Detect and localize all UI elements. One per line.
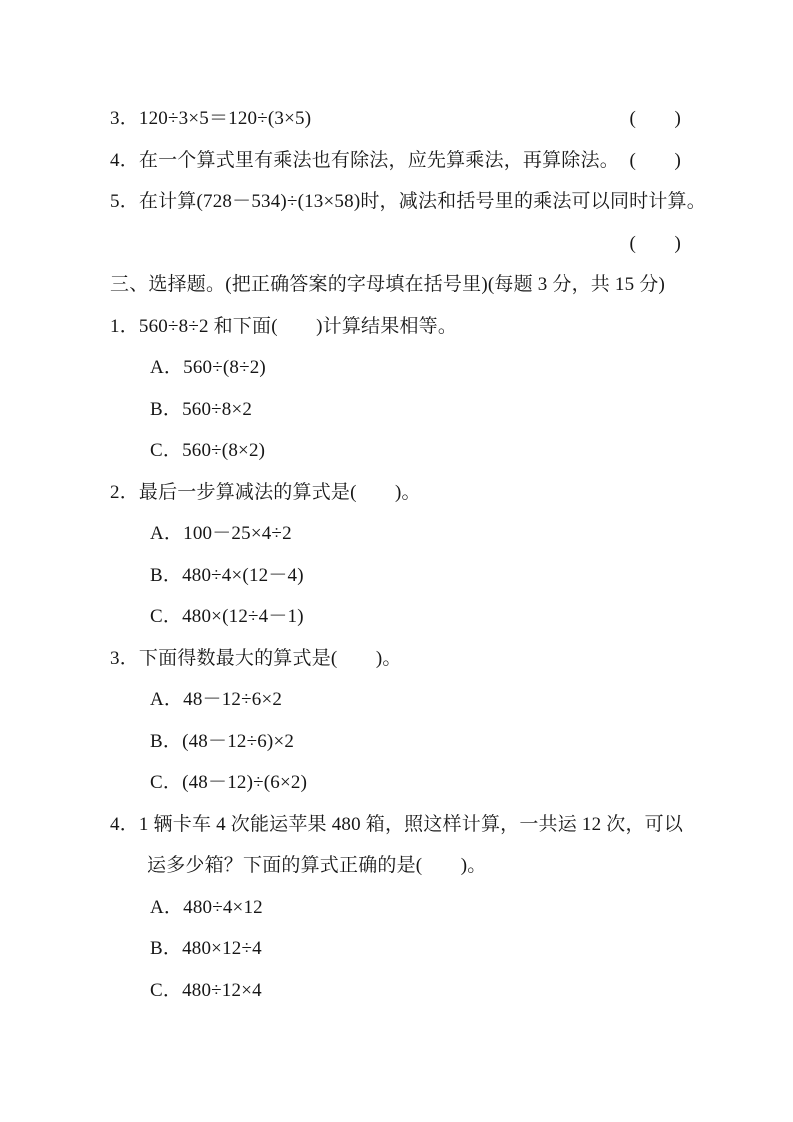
question-4-stem-line-2	[110, 843, 681, 885]
true-false-item-4-answer-blank: ( )	[629, 149, 681, 171]
section-heading-row	[110, 262, 681, 304]
question-1-option-a	[110, 345, 681, 387]
question-4-stem-line-1	[110, 802, 684, 844]
question-3-option-a-text: A．48－12÷6×2	[150, 689, 283, 711]
question-1-option-b	[110, 387, 681, 429]
true-false-item-3-text: 3．120÷3×5＝120÷(3×5)	[110, 108, 312, 130]
question-2-stem-text: 2．最后一步算减法的算式是( )。	[110, 481, 421, 503]
question-2-option-a	[110, 511, 681, 553]
question-3-option-c-text: C．(48－12)÷(6×2)	[150, 772, 308, 794]
question-4-stem-line-2-text: 运多少箱？下面的算式正确的是( )。	[147, 855, 487, 877]
question-2-option-c-text: C．480×(12÷4－1)	[150, 606, 304, 628]
question-2-stem	[110, 470, 681, 512]
question-2-option-c	[110, 594, 681, 636]
question-4-option-b-text: B．480×12÷4	[150, 938, 262, 960]
question-3-stem-text: 3．下面得数最大的算式是( )。	[110, 647, 402, 669]
question-1-option-a-text: A．560÷(8÷2)	[150, 357, 266, 379]
question-3-option-b	[110, 719, 681, 761]
true-false-item-5	[110, 179, 706, 221]
true-false-item-5-answer-row	[110, 221, 681, 263]
question-1-option-c	[110, 428, 681, 470]
question-2-option-a-text: A．100－25×4÷2	[150, 523, 292, 545]
question-2-option-b-text: B．480÷4×(12－4)	[150, 564, 304, 586]
question-4-option-c	[110, 968, 681, 1010]
question-4-option-a	[110, 885, 681, 927]
question-1-stem-text: 1．560÷8÷2 和下面( )计算结果相等。	[110, 315, 458, 337]
question-2-option-b	[110, 553, 681, 595]
true-false-item-5-text: 5．在计算(728－534)÷(13×58)时，减法和括号里的乘法可以同时计算。	[110, 191, 706, 213]
question-1-option-c-text: C．560÷(8×2)	[150, 440, 266, 462]
question-1-option-b-text: B．560÷8×2	[150, 398, 253, 420]
true-false-item-4-text: 4．在一个算式里有乘法也有除法，应先算乘法，再算除法。	[110, 149, 619, 171]
question-4-option-c-text: C．480÷12×4	[150, 979, 262, 1001]
question-3-option-b-text: B．(48－12÷6)×2	[150, 730, 295, 752]
question-3-option-a	[110, 677, 681, 719]
question-4-stem-line-1-text: 4．1 辆卡车 4 次能运苹果 480 箱，照这样计算，一共运 12 次，可以	[110, 813, 684, 835]
question-1-stem	[110, 304, 681, 346]
true-false-item-4	[110, 138, 681, 180]
section-heading: 三、选择题。(把正确答案的字母填在括号里)(每题 3 分，共 15 分)	[110, 274, 666, 296]
question-4-option-a-text: A．480÷4×12	[150, 896, 263, 918]
true-false-item-3	[110, 96, 681, 138]
true-false-item-3-answer-blank: ( )	[629, 108, 681, 130]
true-false-item-5-answer-blank: ( )	[629, 232, 681, 254]
question-4-option-b	[110, 926, 681, 968]
question-3-option-c	[110, 760, 681, 802]
question-3-stem	[110, 636, 681, 678]
